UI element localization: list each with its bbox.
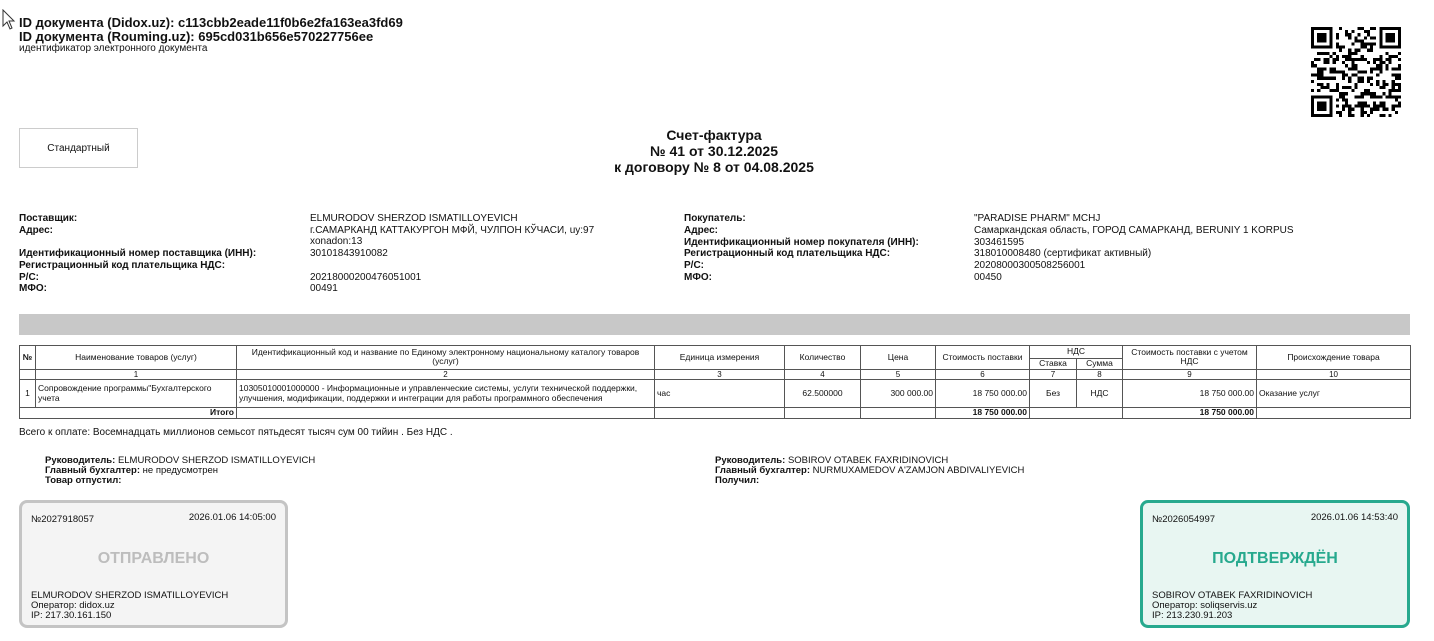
- supplier-inn-label: Идентификационный номер поставщика (ИНН):: [19, 248, 257, 259]
- row-price: 300 000.00: [861, 380, 936, 408]
- total-label: Итого: [20, 408, 237, 419]
- col-header-cost: Стоимость поставки: [936, 346, 1030, 370]
- stamp-number: №2027918057: [31, 514, 95, 525]
- buyer-vat-label: Регистрационный код плательщика НДС:: [684, 248, 891, 259]
- col-number: 7: [1030, 369, 1077, 380]
- stamp-datetime: 2026.01.06 14:53:40: [1310, 512, 1398, 523]
- buyer-mfo: 00450: [974, 272, 1002, 283]
- buyer-name: "PARADISE PHARM" MCHJ: [974, 213, 1101, 224]
- col-header-price: Цена: [861, 346, 936, 370]
- stamp-signer: SOBIROV OTABEK FAXRIDINOVICH: [1152, 590, 1313, 601]
- signature-value: ELMURODOV SHERZOD ISMATILLOYEVICH: [117, 455, 316, 466]
- col-number: 5: [861, 369, 936, 380]
- buyer-account-label: Р/С:: [684, 260, 704, 271]
- supplier-address-line1: г.САМАРКАНД КАТТАКУРГОН МФЙ, ЧУЛПОН КЎЧАСИ, uy:97: [310, 225, 595, 236]
- stamp-ip: IP: 213.230.91.203: [1152, 610, 1233, 621]
- buyer-address: Самаркандская область, ГОРОД САМАРКАНД, BERUNIY 1 KORPUS: [974, 225, 1294, 236]
- col-header-origin: Происхождение товара: [1257, 346, 1411, 370]
- row-no: 1: [20, 380, 36, 408]
- col-header-no: №: [20, 346, 36, 370]
- confirmed-stamp: [1140, 500, 1410, 628]
- contract-reference: к договору № 8 от 04.08.2025: [614, 159, 814, 175]
- signature-label: Получил:: [715, 475, 760, 486]
- right-signatures: [715, 456, 1024, 486]
- col-header-vat-sum: Сумма: [1077, 359, 1123, 370]
- stamp-ip: IP: 217.30.161.150: [31, 610, 112, 621]
- items-table: [19, 345, 1411, 419]
- cursor-icon: [2, 9, 18, 31]
- total-amount-words: Всего к оплате: Восемнадцать миллионов семьсот пятьдесят тысяч сум 00 тийин . Без НДС .: [19, 427, 453, 438]
- col-number: 10: [1257, 369, 1411, 380]
- row-name: Сопровождение программы"Бухгалтерского учета: [36, 380, 237, 408]
- buyer-mfo-label: МФО:: [684, 272, 712, 283]
- signature-label: Главный бухгалтер:: [715, 465, 811, 476]
- stamp-status: ПОДТВЕРЖДЁН: [1212, 550, 1338, 567]
- stamp-signer: ELMURODOV SHERZOD ISMATILLOYEVICH: [31, 590, 229, 601]
- buyer-address-label: Адрес:: [684, 225, 718, 236]
- col-number: 4: [785, 369, 861, 380]
- row-vat-sum: НДС: [1077, 380, 1123, 408]
- signature-value: не предусмотрен: [142, 465, 219, 476]
- supplier-mfo-label: МФО:: [19, 283, 47, 294]
- row-origin: Оказание услуг: [1257, 380, 1411, 408]
- sent-stamp: [19, 500, 288, 628]
- col-header-vat: НДС: [1030, 346, 1123, 359]
- table-row: [20, 380, 1411, 408]
- col-number: 3: [655, 369, 785, 380]
- col-header-cost-vat: Стоимость поставки с учетом НДС: [1123, 346, 1257, 370]
- col-number: 2: [237, 369, 655, 380]
- id-caption: идентификатор электронного документа: [19, 43, 208, 54]
- rouming-id: ID документа (Rouming.uz): 695cd031b656e570227756ee: [19, 29, 374, 44]
- document-type-box: Стандартный: [19, 128, 138, 168]
- signature-value: SOBIROV OTABEK FAXRIDINOVICH: [787, 455, 949, 466]
- row-code: 10305010001000000 - Информационные и управленческие системы, услуги технической поддержки, улучшения, модификации, поддержки и интеграции для работы программного обеспечения: [237, 380, 655, 408]
- invoice-number-date: № 41 от 30.12.2025: [650, 143, 778, 159]
- col-header-vat-rate: Ставка: [1030, 359, 1077, 370]
- row-unit: час: [655, 380, 785, 408]
- col-number: 9: [1123, 369, 1257, 380]
- total-row: [20, 408, 1411, 419]
- left-signatures: [45, 456, 315, 486]
- buyer-label: Покупатель:: [684, 213, 746, 224]
- supplier-address-label: Адрес:: [19, 225, 53, 236]
- column-number-row: [20, 369, 1411, 380]
- signature-label: Главный бухгалтер:: [45, 465, 141, 476]
- col-header-unit: Единица измерения: [655, 346, 785, 370]
- supplier-account-label: Р/С:: [19, 272, 39, 283]
- col-header-name: Наименование товаров (услуг): [36, 346, 237, 370]
- didox-id: ID документа (Didox.uz): c113cbb2eade11f0b6e2fa163ea3fd69: [19, 15, 403, 30]
- supplier-name: ELMURODOV SHERZOD ISMATILLOYEVICH: [310, 213, 518, 224]
- supplier-vat-label: Регистрационный код плательщика НДС:: [19, 260, 226, 271]
- stamp-status: ОТПРАВЛЕНО: [97, 550, 210, 567]
- stamp-datetime: 2026.01.06 14:05:00: [188, 512, 276, 523]
- invoice-title: [514, 127, 914, 175]
- stamp-operator: Оператор: didox.uz: [31, 600, 115, 611]
- invoice-title-name: Счет-фактура: [666, 127, 762, 143]
- buyer-vat: 318010008480 (сертификат активный): [974, 248, 1152, 259]
- buyer-inn: 303461595: [974, 237, 1025, 248]
- stamp-number: №2026054997: [1152, 514, 1216, 525]
- signature-value: NURMUXAMEDOV A'ZAMJON ABDIVALIYEVICH: [812, 465, 1025, 476]
- signature-label: Руководитель:: [45, 455, 116, 466]
- supplier-mfo: 00491: [310, 283, 338, 294]
- row-cost: 18 750 000.00: [936, 380, 1030, 408]
- supplier-account: 20218000200476051001: [310, 272, 422, 283]
- col-number: 8: [1077, 369, 1123, 380]
- row-vat-rate: Без: [1030, 380, 1077, 408]
- table-header-row: [20, 346, 1411, 359]
- qr-code-icon: [1311, 27, 1401, 117]
- section-divider-bar: [19, 314, 1410, 335]
- supplier-address-line2: xonadon:13: [310, 236, 363, 247]
- col-number: 6: [936, 369, 1030, 380]
- row-qty: 62.500000: [785, 380, 861, 408]
- total-cost: 18 750 000.00: [936, 408, 1030, 419]
- supplier-label: Поставщик:: [19, 213, 78, 224]
- signature-label: Товар отпустил:: [45, 475, 122, 486]
- buyer-inn-label: Идентификационный номер покупателя (ИНН):: [684, 237, 919, 248]
- stamp-operator: Оператор: soliqservis.uz: [1152, 600, 1258, 611]
- total-cost-vat: 18 750 000.00: [1123, 408, 1257, 419]
- col-header-code: Идентификационный код и название по Единому электронному национальному каталогу товаров (услуг): [237, 346, 655, 370]
- row-cost-vat: 18 750 000.00: [1123, 380, 1257, 408]
- signature-label: Руководитель:: [715, 455, 786, 466]
- col-number: 1: [36, 369, 237, 380]
- col-header-qty: Количество: [785, 346, 861, 370]
- buyer-account: 20208000300508256001: [974, 260, 1086, 271]
- supplier-inn: 30101843910082: [310, 248, 388, 259]
